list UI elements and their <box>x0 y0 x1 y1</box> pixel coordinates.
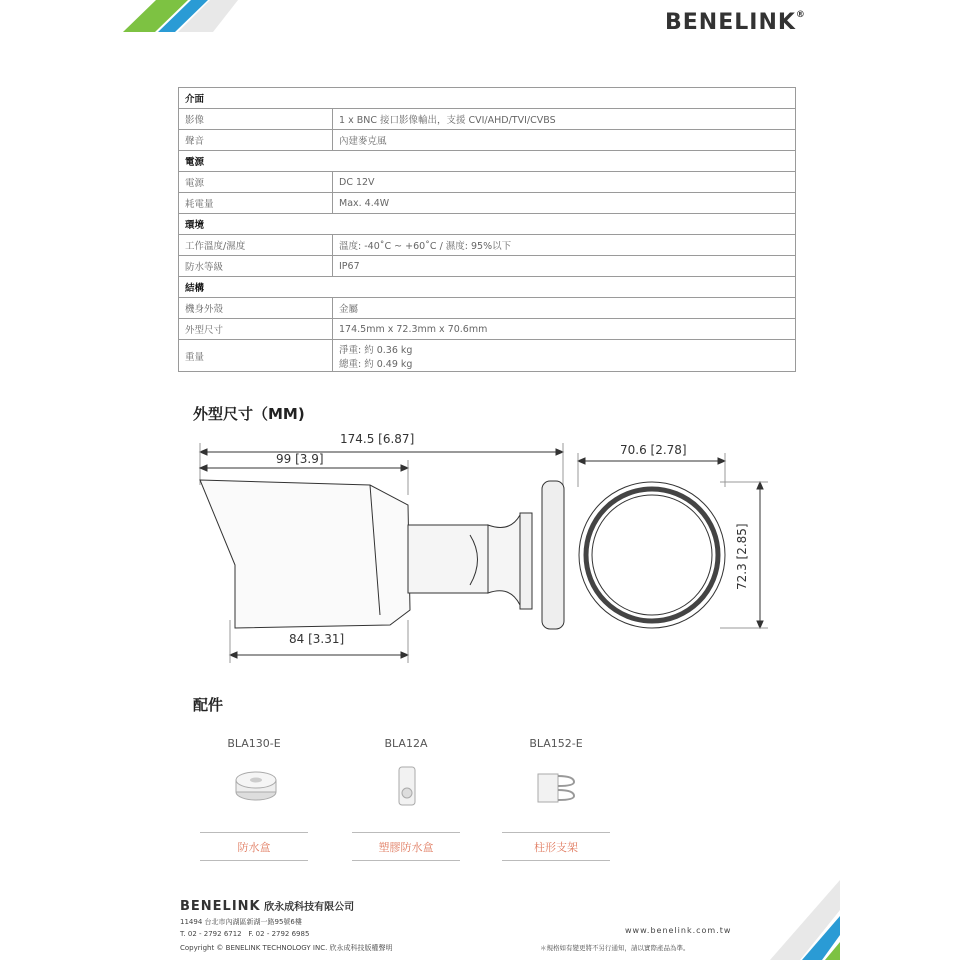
spec-key: 耗電量 <box>179 193 333 214</box>
corner-decoration <box>730 880 840 960</box>
spec-row <box>179 172 796 193</box>
company-address: 11494 台北市內湖區新湖一路95號6樓 <box>180 918 302 926</box>
spec-section <box>179 214 796 235</box>
dimension-drawing <box>180 425 780 675</box>
spec-row <box>179 319 796 340</box>
website-link[interactable]: www.benelink.com.tw <box>625 926 732 935</box>
footer-logo: BENELINK <box>180 899 261 914</box>
dim-front-height: 72.3 [2.85] <box>735 523 749 590</box>
copyright: Copyright © BENELINK TECHNOLOGY INC. 欣永成科技版權聲明 <box>180 944 393 952</box>
brand-logo: BENELINK® <box>665 10 806 35</box>
spec-key: 機身外殼 <box>179 298 333 319</box>
dim-total-length: 174.5 [6.87] <box>340 432 415 446</box>
divider <box>200 832 308 833</box>
spec-section-label: 電源 <box>179 151 796 172</box>
accessory-model: BLA12A <box>384 737 428 750</box>
spec-section <box>179 151 796 172</box>
company-phone <box>180 930 309 938</box>
spec-value-line: 總重: 約 0.49 kg <box>339 358 413 370</box>
spec-key: 重量 <box>179 340 333 372</box>
spec-row <box>179 109 796 130</box>
phone: T. 02 - 2792 6712 <box>180 930 242 938</box>
spec-value: 金屬 <box>333 298 796 319</box>
company-name: 欣永成科技有限公司 <box>264 902 355 913</box>
divider <box>502 832 610 833</box>
spec-key: 聲音 <box>179 130 333 151</box>
spec-table <box>178 87 796 372</box>
spec-key: 工作溫度/濕度 <box>179 235 333 256</box>
spec-value: DC 12V <box>333 172 796 193</box>
accessory-caption: 柱形支架 <box>534 841 578 854</box>
spec-key: 外型尺寸 <box>179 319 333 340</box>
dimensions-heading: 外型尺寸（MM) <box>193 405 305 423</box>
spec-section-label: 環境 <box>179 214 796 235</box>
accessory-caption: 塑膠防水盒 <box>378 841 434 854</box>
spec-section <box>179 277 796 298</box>
divider <box>352 832 460 833</box>
spec-row <box>179 340 796 372</box>
divider <box>200 860 308 861</box>
spec-value: 1 x BNC 接口影像輸出，支援 CVI/AHD/TVI/CVBS <box>333 109 796 130</box>
pole-bracket-image <box>530 768 578 808</box>
plastic-box-image <box>396 765 420 809</box>
dim-body-length: 99 [3.9] <box>276 452 324 466</box>
spec-row <box>179 130 796 151</box>
spec-value: 174.5mm x 72.3mm x 70.6mm <box>333 319 796 340</box>
accessory-model: BLA130-E <box>227 737 281 750</box>
spec-row <box>179 298 796 319</box>
disclaimer: ＊規格如有變更將不另行通知，請以實際產品為準。 <box>540 944 690 952</box>
dim-front-width: 70.6 [2.78] <box>620 443 687 457</box>
spec-key: 電源 <box>179 172 333 193</box>
spec-section-label: 介面 <box>179 88 796 109</box>
spec-section-label: 結構 <box>179 277 796 298</box>
accessory-caption: 防水盒 <box>237 841 271 854</box>
footer-company <box>180 898 354 914</box>
fax: F. 02 - 2792 6985 <box>248 930 310 938</box>
junction-box-image <box>232 768 280 804</box>
divider <box>502 860 610 861</box>
spec-key: 影像 <box>179 109 333 130</box>
divider <box>352 860 460 861</box>
spec-value-line: 淨重: 約 0.36 kg <box>339 344 413 356</box>
accessory-model: BLA152-E <box>529 737 583 750</box>
dim-bottom-length: 84 [3.31] <box>289 632 345 646</box>
spec-value: IP67 <box>333 256 796 277</box>
spec-value <box>333 340 796 372</box>
spec-value: 溫度: -40˚C ~ +60˚C / 濕度: 95%以下 <box>333 235 796 256</box>
corner-decoration <box>118 0 238 40</box>
spec-key: 防水等級 <box>179 256 333 277</box>
spec-section <box>179 88 796 109</box>
spec-value: 內建麥克風 <box>333 130 796 151</box>
spec-row <box>179 256 796 277</box>
spec-value: Max. 4.4W <box>333 193 796 214</box>
spec-row <box>179 193 796 214</box>
spec-row <box>179 235 796 256</box>
accessories-heading: 配件 <box>193 696 224 714</box>
